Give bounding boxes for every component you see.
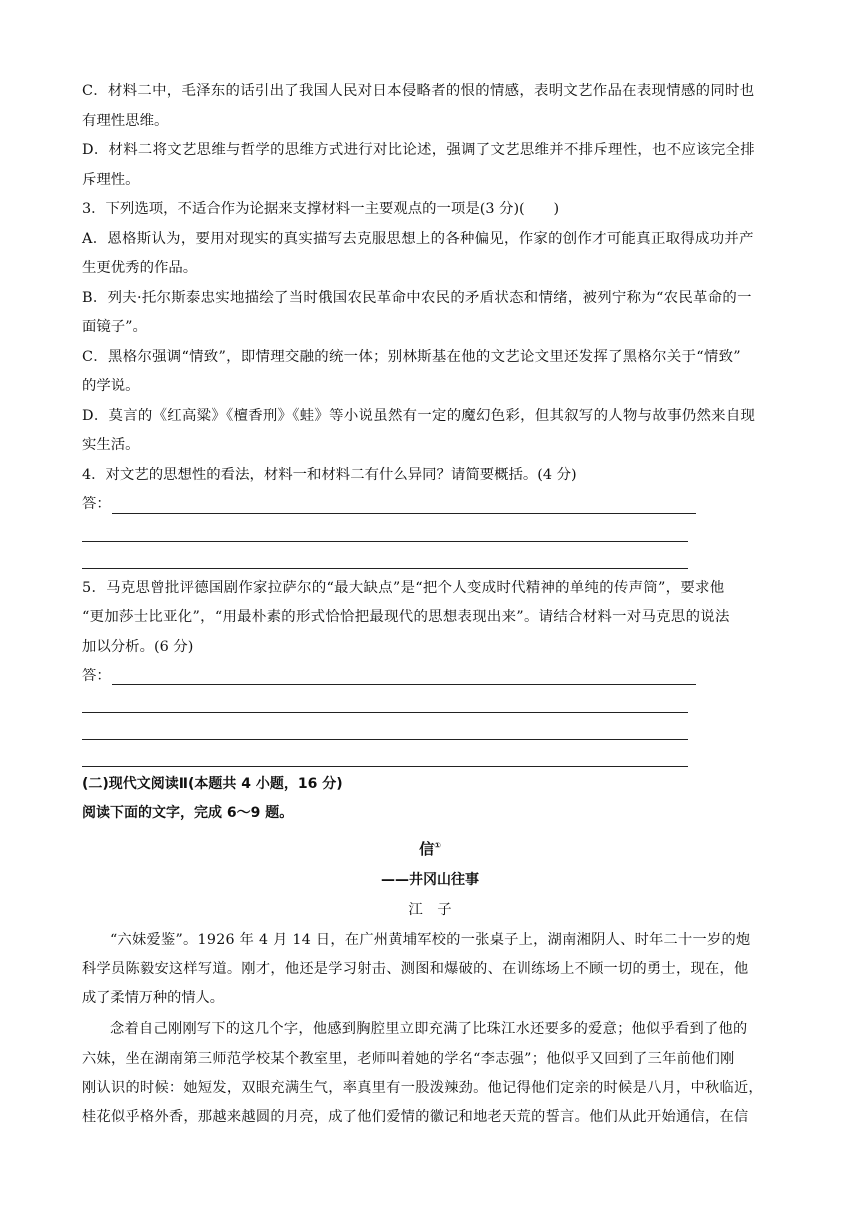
q5-answer-label: 答：	[82, 668, 111, 684]
q5-answer-line-2[interactable]	[82, 712, 688, 713]
q3-option-c-line1: C．黑格尔强调“情致”，即情理交融的统一体；别林斯基在他的文艺论文里还发挥了黑格尔关于“情致”	[82, 349, 741, 365]
q4-answer-line-1[interactable]	[112, 513, 696, 514]
article-title-text: 信	[419, 840, 435, 858]
article-p1-line1: “六妹爱鉴”。1926 年 4 月 14 日，在广州黄埔军校的一张桌子上，湖南湘阴人、时年二十一岁的炮	[110, 932, 751, 948]
article-title-footnote-mark: ①	[434, 841, 441, 850]
q5-line3: 加以分析。(6 分)	[82, 639, 194, 655]
article-p2-line1: 念着自己刚刚写下的这几个字，他感到胸腔里立即充满了比珠江水还要多的爱意；他似乎看到了他的	[110, 1021, 748, 1037]
q2-option-c-line1: C．材料二中，毛泽东的话引出了我国人民对日本侵略者的恨的情感，表明文艺作品在表现情感的同时也	[82, 83, 755, 99]
section-heading: (二)现代文阅读Ⅱ(本题共 4 小题，16 分)	[82, 776, 343, 792]
q4-answer-line-3[interactable]	[82, 568, 688, 569]
q2-option-c-line2: 有理性思维。	[82, 113, 169, 129]
article-author: 江 子	[408, 902, 452, 918]
q2-option-d-line2: 斥理性。	[82, 172, 140, 188]
q3-stem: 3．下列选项，不适合作为论据来支撑材料一主要观点的一项是(3 分)( )	[82, 201, 560, 217]
section-instruction: 阅读下面的文字，完成 6～9 题。	[82, 805, 294, 821]
q4-answer-line-2[interactable]	[82, 541, 688, 542]
q3-option-d-line1: D．莫言的《红高粱》《檀香刑》《蛙》等小说虽然有一定的魔幻色彩，但其叙写的人物与故事仍然来自现	[82, 408, 756, 424]
q3-option-d-line2: 实生活。	[82, 437, 140, 453]
q3-option-a-line2: 生更优秀的作品。	[82, 260, 198, 276]
q5-answer-line-1[interactable]	[112, 684, 696, 685]
q5-line1: 5．马克思曾批评德国剧作家拉萨尔的“最大缺点”是“把个人变成时代精神的单纯的传声筒”，要求他	[82, 580, 725, 596]
article-title	[0, 836, 860, 859]
q4-answer-label: 答：	[82, 496, 111, 512]
q3-option-b-line2: 面镜子”。	[82, 319, 147, 335]
q3-option-b-line1: B．列夫·托尔斯泰忠实地描绘了当时俄国农民革命中农民的矛盾状态和情绪，被列宁称为“农民革命的一	[82, 290, 752, 306]
article-subtitle: ——井冈山往事	[381, 872, 479, 888]
article-p1-line2: 科学员陈毅安这样写道。刚才，他还是学习射击、测图和爆破的、在训练场上不顾一切的勇士，现在，他	[82, 961, 749, 977]
article-p2-line2: 六妹，坐在湖南第三师范学校某个教室里，老师叫着她的学名“李志强”；他似乎又回到了三年前他们刚	[82, 1051, 735, 1067]
article-p2-line3: 刚认识的时候：她短发，双眼充满生气，率真里有一股泼辣劲。他记得他们定亲的时候是八月，中秋临近，	[82, 1080, 763, 1096]
q5-answer-line-3[interactable]	[82, 739, 688, 740]
q3-option-c-line2: 的学说。	[82, 378, 140, 394]
article-p1-line3: 成了柔情万种的情人。	[82, 990, 224, 1006]
q2-option-d-line1: D．材料二将文艺思维与哲学的思维方式进行对比论述，强调了文艺思维并不排斥理性，也不应该完全排	[82, 142, 755, 158]
q5-answer-line-4[interactable]	[82, 766, 688, 767]
article-p2-line4: 桂花似乎格外香，那越来越圆的月亮，成了他们爱情的徽记和地老天荒的誓言。他们从此开始通信，在信	[82, 1109, 749, 1125]
q4-stem: 4．对文艺的思想性的看法，材料一和材料二有什么异同？请简要概括。(4 分)	[82, 467, 577, 483]
q3-option-a-line1: A．恩格斯认为，要用对现实的真实描写去克服思想上的各种偏见，作家的创作才可能真正取得成功并产	[82, 231, 754, 247]
q5-line2: “更加莎士比亚化”，“用最朴素的形式恰恰把最现代的思想表现出来”。请结合材料一对马克思的说法	[82, 609, 730, 625]
